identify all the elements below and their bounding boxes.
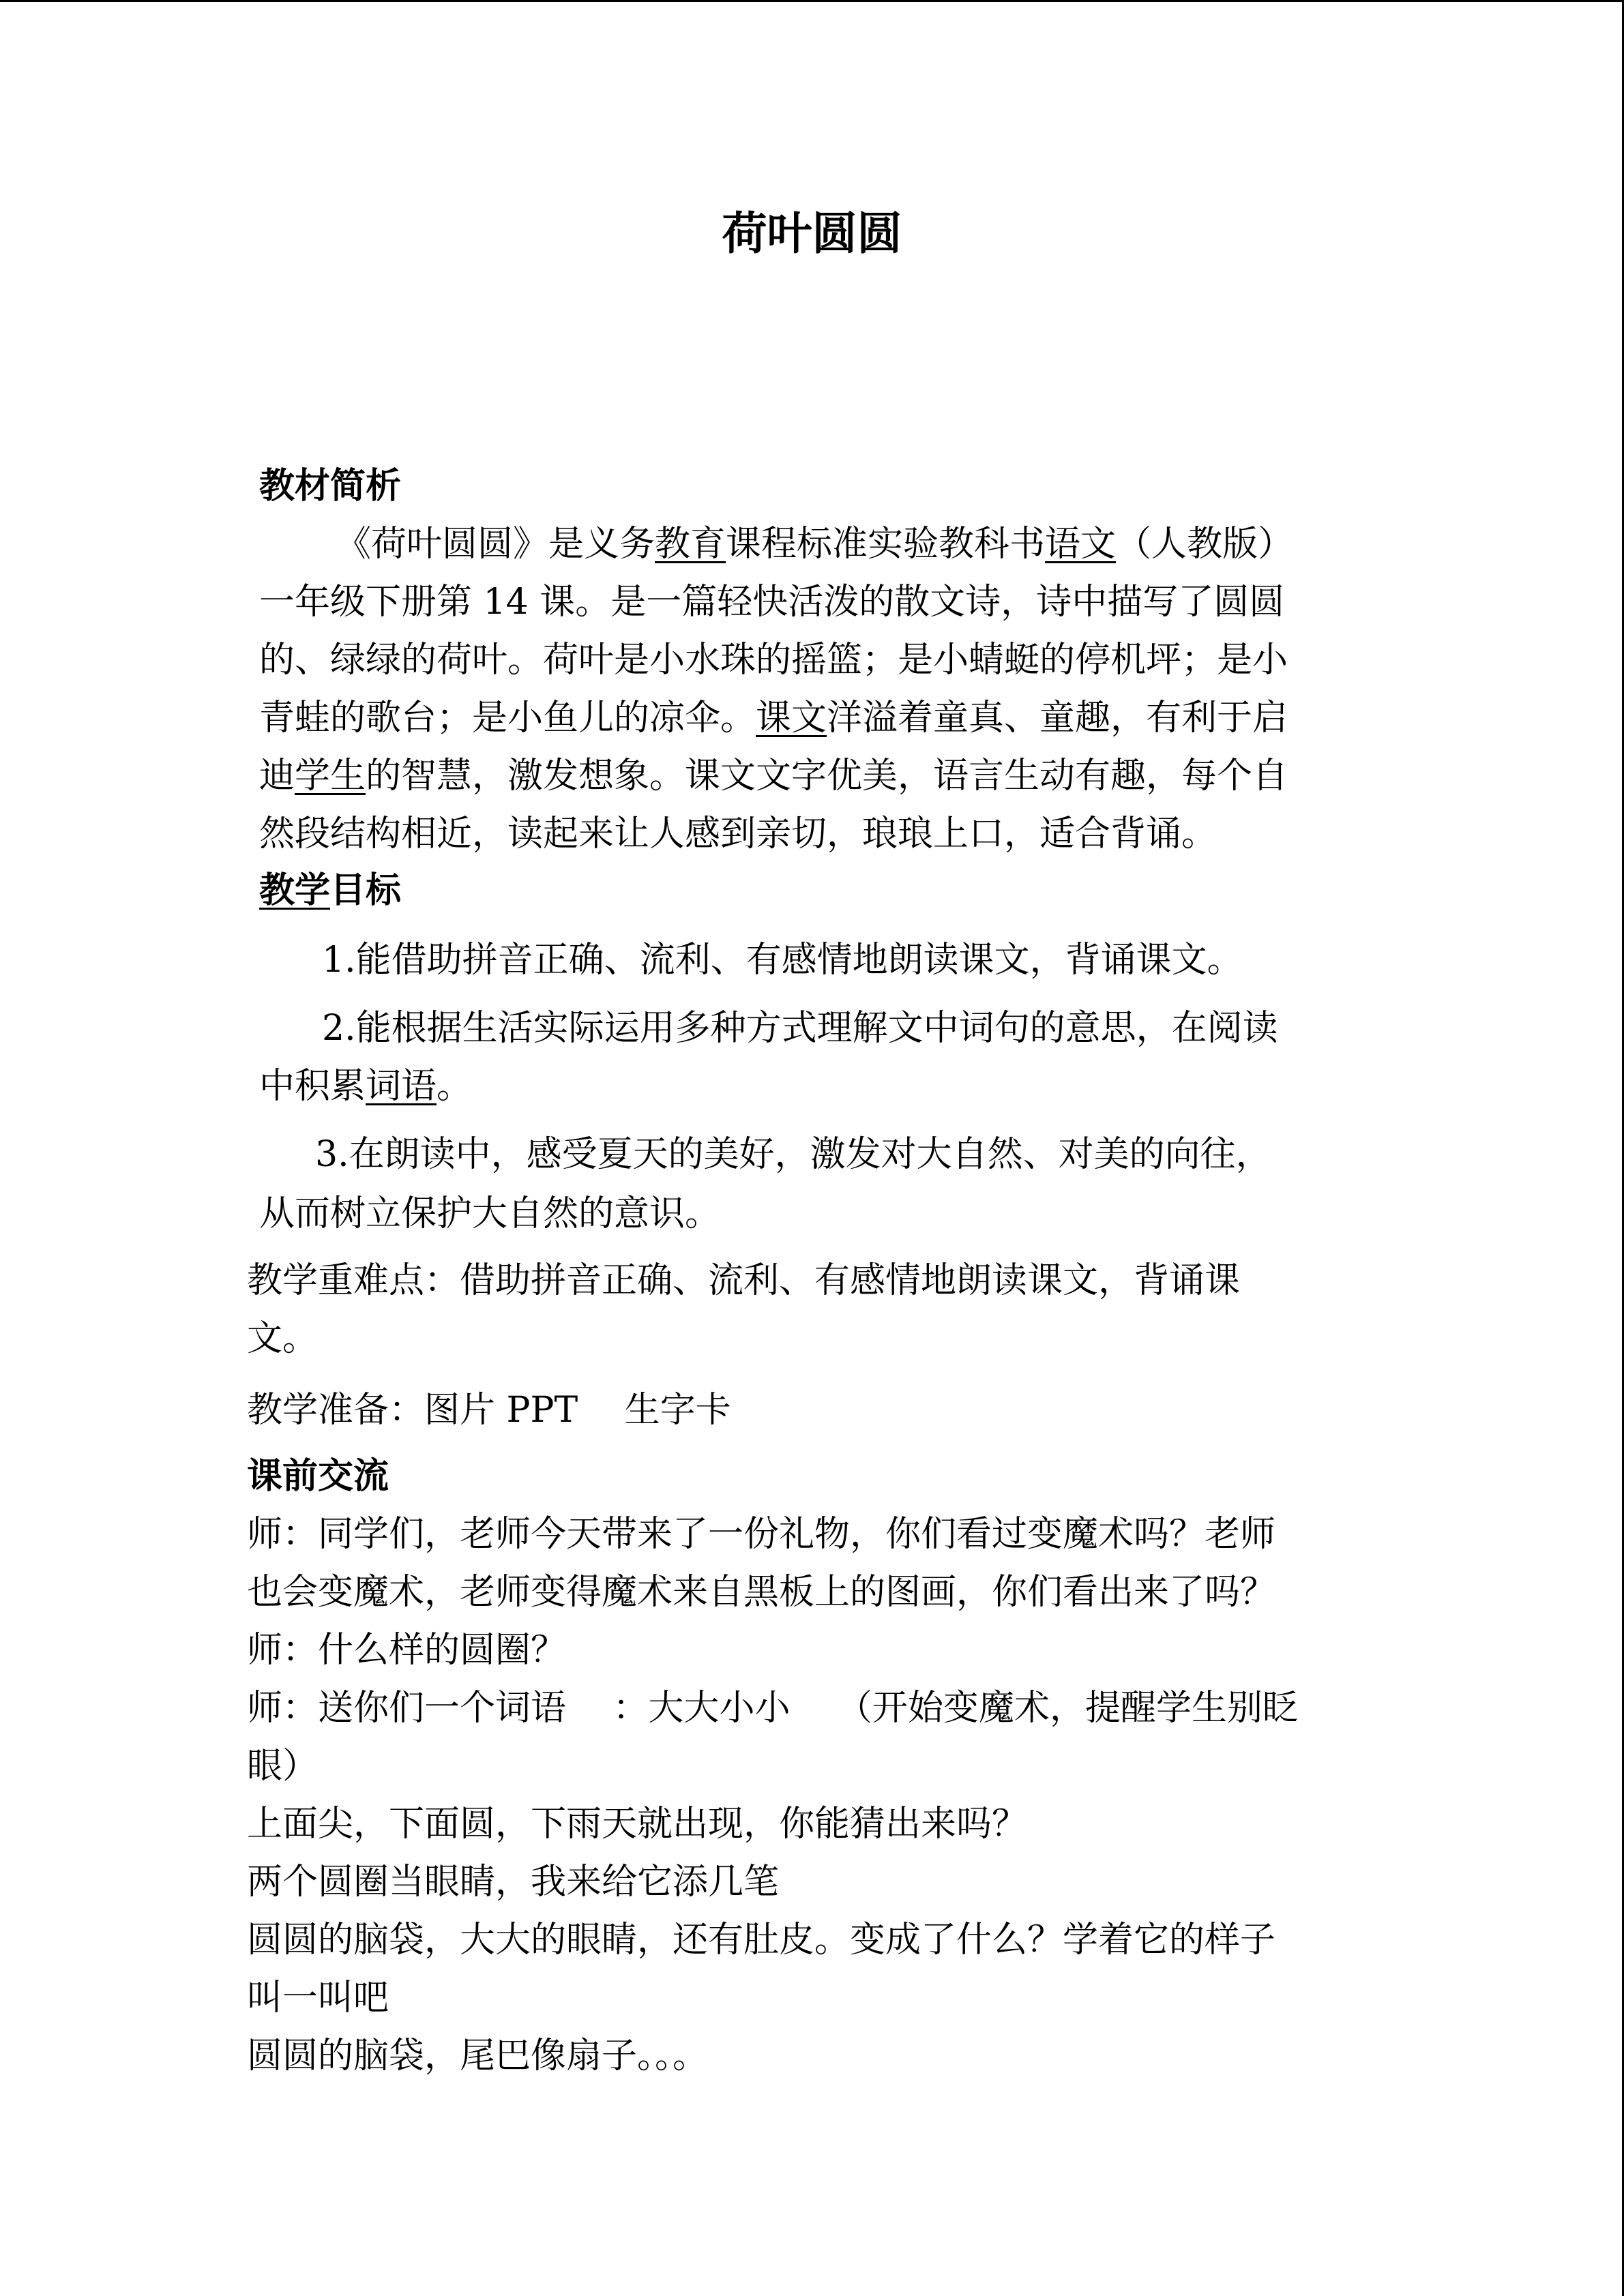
- text-span: 。: [437, 1066, 473, 1107]
- pre-class-line-4: 师：送你们一个词语 ：大大小小 （开始变魔术，提醒学生别眨: [247, 1688, 1299, 1729]
- text-span: 课程标准实验教科书: [726, 524, 1046, 565]
- material-line-3: 的、绿绿的荷叶。荷叶是小水珠的摇篮；是小蜻蜓的停机坪；是小: [259, 640, 1288, 681]
- document-title: 荷叶圆圆: [722, 207, 902, 260]
- material-line-5: [259, 752, 1288, 800]
- goal-3-line-2: 从而树立保护大自然的意识。: [259, 1193, 721, 1234]
- key-points-line-2: 文。: [247, 1318, 319, 1359]
- section-heading-goals: [259, 867, 401, 914]
- goal-1: 1.能借助拼音正确、流利、有感情地朗读课文，背诵课文。: [322, 940, 1243, 981]
- section-heading-material: 教材简析: [259, 466, 402, 507]
- link-jiaoyu[interactable]: 教育: [655, 524, 726, 565]
- text-span: 洋溢着童真、童趣，有利于启: [827, 698, 1288, 739]
- pre-class-line-9: 叫一叫吧: [247, 1978, 389, 2018]
- goal-2-line-1: 2.能根据生活实际运用多种方式理解文中词句的意思，在阅读: [322, 1008, 1278, 1049]
- text-span: 中积累: [259, 1066, 366, 1107]
- pre-class-line-2: 也会变魔术，老师变得魔术来自黑板上的图画，你们看出来了吗？: [247, 1572, 1276, 1613]
- section-heading-pre-class: 课前交流: [247, 1456, 389, 1497]
- text-span: 迪: [259, 756, 295, 796]
- pre-class-line-7: 两个圆圈当眼睛，我来给它添几笔: [247, 1862, 780, 1903]
- pre-class-line-3: 师：什么样的圆圈？: [247, 1630, 567, 1671]
- pre-class-line-8: 圆圆的脑袋，大大的眼睛，还有肚皮。变成了什么？学着它的样子: [247, 1920, 1276, 1960]
- link-ciyu[interactable]: 词语: [366, 1066, 437, 1107]
- text-span: 目标: [330, 870, 402, 911]
- text-span: （人教版）: [1116, 524, 1294, 565]
- material-line-2: 一年级下册第 14 课。是一篇轻快活泼的散文诗，诗中描写了圆圆: [259, 582, 1285, 623]
- text-span: 《荷叶圆圆》是义务: [336, 524, 655, 565]
- pre-class-line-1: 师：同学们，老师今天带来了一份礼物，你们看过变魔术吗？老师: [247, 1514, 1276, 1555]
- pre-class-line-6: 上面尖，下面圆，下雨天就出现，你能猜出来吗？: [247, 1804, 1028, 1845]
- text-span: 的智慧，激发想象。课文文字优美，语言生动有趣，每个自: [366, 756, 1288, 796]
- link-xuesheng[interactable]: 学生: [295, 756, 366, 796]
- material-line-6: 然段结构相近，读起来让人感到亲切，琅琅上口，适合背诵。: [259, 814, 1217, 854]
- text-span: 青蛙的歌台；是小鱼儿的凉伞。: [259, 698, 756, 739]
- goal-2-line-2: [259, 1062, 472, 1110]
- pre-class-line-5: 眼）: [247, 1746, 319, 1787]
- link-jiaoxue[interactable]: 教学: [259, 870, 331, 911]
- key-points-line-1: 教学重难点：借助拼音正确、流利、有感情地朗读课文，背诵课: [247, 1260, 1241, 1301]
- pre-class-line-10: 圆圆的脑袋，尾巴像扇子。。。: [247, 2036, 709, 2076]
- goal-3-line-1: 3.在朗读中，感受夏天的美好，激发对大自然、对美的向往，: [315, 1134, 1271, 1175]
- link-yuwen[interactable]: 语文: [1045, 524, 1117, 565]
- link-kewen[interactable]: 课文: [756, 698, 827, 739]
- material-line-4: [259, 694, 1288, 742]
- preparation-line: 教学准备：图片 PPT 生字卡: [247, 1390, 731, 1431]
- material-line-1: [336, 520, 1293, 568]
